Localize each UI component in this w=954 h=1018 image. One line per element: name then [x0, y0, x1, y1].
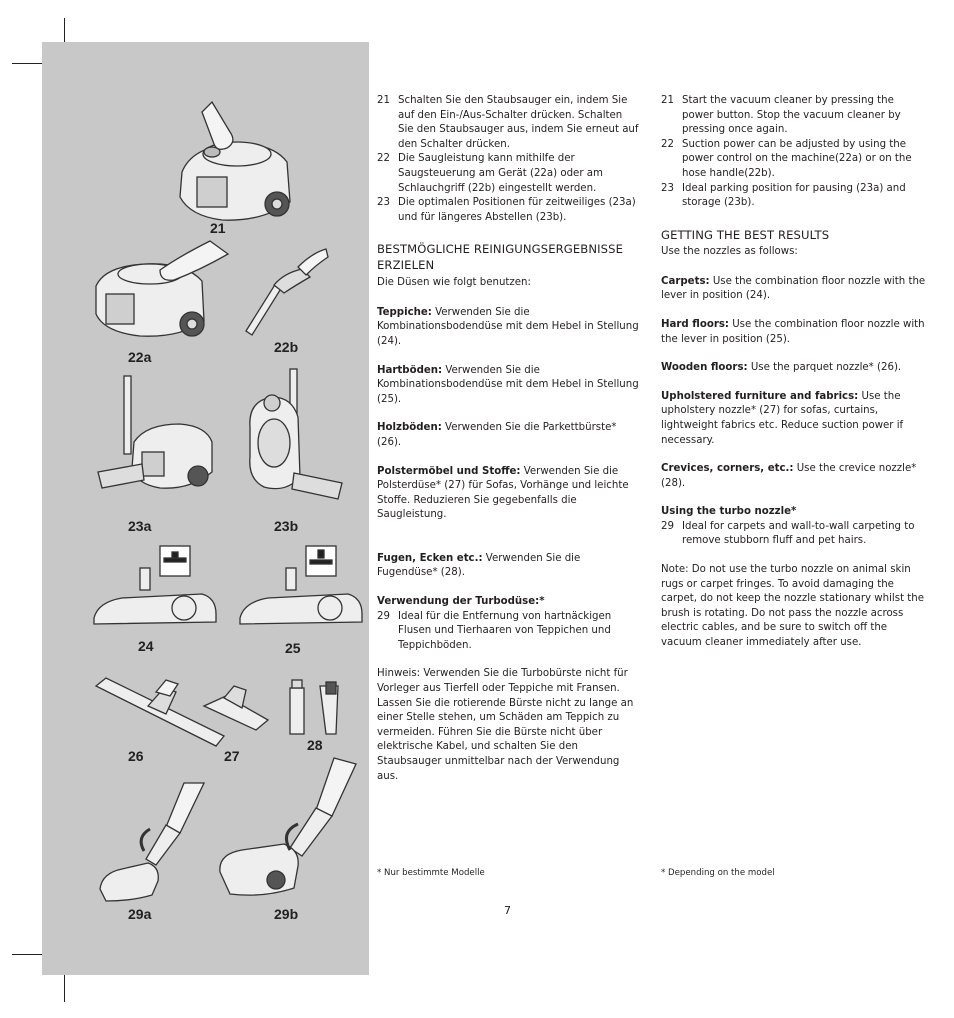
- figure-label: 22a: [128, 349, 152, 365]
- entry-label: Polstermöbel und Stoffe:: [377, 465, 521, 477]
- entry-text: Verwenden Sie die Kombinationsbodendüse mit dem Hebel in Stellung (25).: [377, 364, 639, 405]
- figure-22a: [90, 236, 230, 346]
- figure-28: [286, 678, 346, 738]
- turbo-heading: Verwendung der Turbodüse:*: [377, 596, 545, 608]
- instruction-item: [661, 520, 927, 549]
- figure-label: 29a: [128, 906, 152, 922]
- item-text: Suction power can be adjusted by using the power control on the machine(22a) or on the hose handle(22b).: [682, 138, 912, 179]
- nozzle-entry: [661, 390, 927, 448]
- instruction-item: [661, 138, 927, 182]
- figure-27: [202, 684, 272, 734]
- section-heading: BESTMÖGLICHE REINIGUNGSERGEBNISSE ERZIELEN: [377, 242, 623, 272]
- item-number: 22: [661, 138, 674, 150]
- entry-text: Use the parquet nozzle* (26).: [747, 362, 902, 374]
- entry-label: Teppiche:: [377, 306, 432, 318]
- entry-label: Holzböden:: [377, 422, 442, 434]
- item-number: 21: [377, 95, 390, 106]
- english-column: [661, 94, 927, 651]
- item-number: 29: [377, 610, 390, 622]
- figure-label: 23a: [128, 518, 152, 534]
- nozzle-entry: [377, 364, 641, 408]
- figure-label: 27: [224, 748, 240, 764]
- item-number: 23: [377, 197, 390, 209]
- item-text: Ideal für die Entfernung von hartnäckigen Flusen und Tierhaaren von Teppichen und Teppichböden.: [398, 610, 612, 651]
- item-number: 22: [377, 153, 390, 165]
- entry-label: Carpets:: [661, 275, 710, 287]
- figure-label: 25: [285, 640, 301, 656]
- figure-label: 26: [128, 748, 144, 764]
- footnote: * Depending on the model: [661, 868, 775, 878]
- section-intro: Use the nozzles as follows:: [661, 246, 798, 258]
- figure-label: 21: [210, 220, 226, 236]
- entry-label: Hartböden:: [377, 364, 443, 376]
- nozzle-entry: [661, 462, 927, 491]
- instruction-item: [377, 196, 641, 225]
- item-number: 29: [661, 520, 674, 532]
- illustration-panel: [42, 42, 369, 975]
- section-intro: Die Düsen wie folgt benutzen:: [377, 277, 531, 289]
- entry-text: Verwenden Sie die Polsterdüse* (27) für Sofas, Vorhänge und leichte Stoffe. Reduzieren Sie gegebenfalls die Saugleistung.: [377, 465, 629, 521]
- instruction-item: [377, 152, 641, 196]
- entry-label: Wooden floors:: [661, 362, 748, 374]
- turbo-heading: Using the turbo nozzle*: [661, 506, 797, 518]
- instruction-item: [661, 94, 927, 138]
- instruction-item: [377, 94, 641, 152]
- note-paragraph: Note: Do not use the turbo nozzle on animal skin rugs or carpet fringes. To avoid damaging the carpet, do not keep the nozzle stationary whilst the brush is rotating. Do not pass the nozzle across electric cables, and be sure to switch off the vacuum cleaner immediately after use.: [661, 564, 925, 649]
- entry-text: Use the combination floor nozzle with the lever in position (24).: [661, 275, 926, 302]
- figure-label: 24: [138, 638, 154, 654]
- page-number: 7: [504, 904, 511, 917]
- entry-text: Use the upholstery nozzle* (27) for sofas, curtains, lightweight fabrics etc. Reduce suction power if necessary.: [661, 390, 904, 446]
- figure-29a: [92, 777, 222, 907]
- nozzle-entry: [661, 318, 927, 347]
- entry-text: Use the combination floor nozzle with the lever in position (25).: [661, 318, 925, 345]
- figure-label: 23b: [274, 518, 299, 534]
- german-column: [377, 94, 641, 784]
- item-text: Ideal for carpets and wall-to-wall carpeting to remove stubborn fluff and pet hairs.: [682, 520, 915, 547]
- note-paragraph: Hinweis: Verwenden Sie die Turbobürste nicht für Vorleger aus Tierfell oder Teppiche mit Fransen. Lassen Sie die rotierende Bürste nicht zu lange an einer Stelle stehen, um Schäden am Teppich zu vermeiden. Führen Sie die Bürste nicht über elektrische Kabel, und schalten Sie den Staubsauger unmittelbar nach der Verwendung aus.: [377, 668, 634, 782]
- footnote: * Nur bestimmte Modelle: [377, 868, 485, 878]
- instruction-item: [661, 182, 927, 211]
- entry-text: Verwenden Sie die Kombinationsbodendüse mit dem Hebel in Stellung (24).: [377, 306, 639, 347]
- entry-text: Verwenden Sie die Fugendüse* (28).: [377, 552, 581, 579]
- figure-23a: [94, 372, 224, 502]
- item-text: Schalten Sie den Staubsauger ein, indem Sie auf den Ein-/Aus-Schalter drücken. Schalten Sie den Staubsauger aus, indem Sie erneut auf den Schalter drücken.: [398, 95, 639, 150]
- figure-29b: [214, 754, 364, 904]
- entry-label: Crevices, corners, etc.:: [661, 463, 794, 475]
- nozzle-entry: [377, 306, 641, 350]
- section-heading: GETTING THE BEST RESULTS: [661, 227, 830, 242]
- figure-label: 28: [307, 737, 323, 753]
- entry-label: Hard floors:: [661, 318, 729, 330]
- figure-22b: [240, 247, 330, 337]
- item-text: Die Saugleistung kann mithilfe der Saugsteuerung am Gerät (22a) oder am Schlauchgriff (22b) eingestellt werden.: [398, 153, 603, 194]
- instruction-item: [377, 610, 641, 654]
- nozzle-entry: [661, 361, 927, 376]
- entry-text: Verwenden Sie die Parkettbürste* (26).: [377, 422, 617, 448]
- nozzle-entry: [377, 465, 641, 523]
- nozzle-entry: [377, 421, 641, 450]
- figure-24: [92, 542, 222, 632]
- item-text: Start the vacuum cleaner by pressing the power button. Stop the vacuum cleaner by pressing once again.: [682, 95, 901, 136]
- entry-label: Fugen, Ecken etc.:: [377, 552, 483, 564]
- item-number: 21: [661, 95, 674, 106]
- nozzle-entry: [377, 552, 641, 581]
- entry-label: Upholstered furniture and fabrics:: [661, 390, 859, 402]
- nozzle-entry: [661, 275, 927, 304]
- figure-label: 29b: [274, 906, 299, 922]
- item-number: 23: [661, 182, 674, 194]
- figure-21: [162, 92, 322, 242]
- entry-text: Use the crevice nozzle* (28).: [661, 463, 917, 489]
- item-text: Ideal parking position for pausing (23a) and storage (23b).: [682, 182, 906, 209]
- figure-25: [238, 542, 368, 632]
- figure-label: 22b: [274, 339, 299, 355]
- item-text: Die optimalen Positionen für zeitweiliges (23a) und für längeres Abstellen (23b).: [398, 197, 636, 223]
- figure-23b: [242, 367, 352, 507]
